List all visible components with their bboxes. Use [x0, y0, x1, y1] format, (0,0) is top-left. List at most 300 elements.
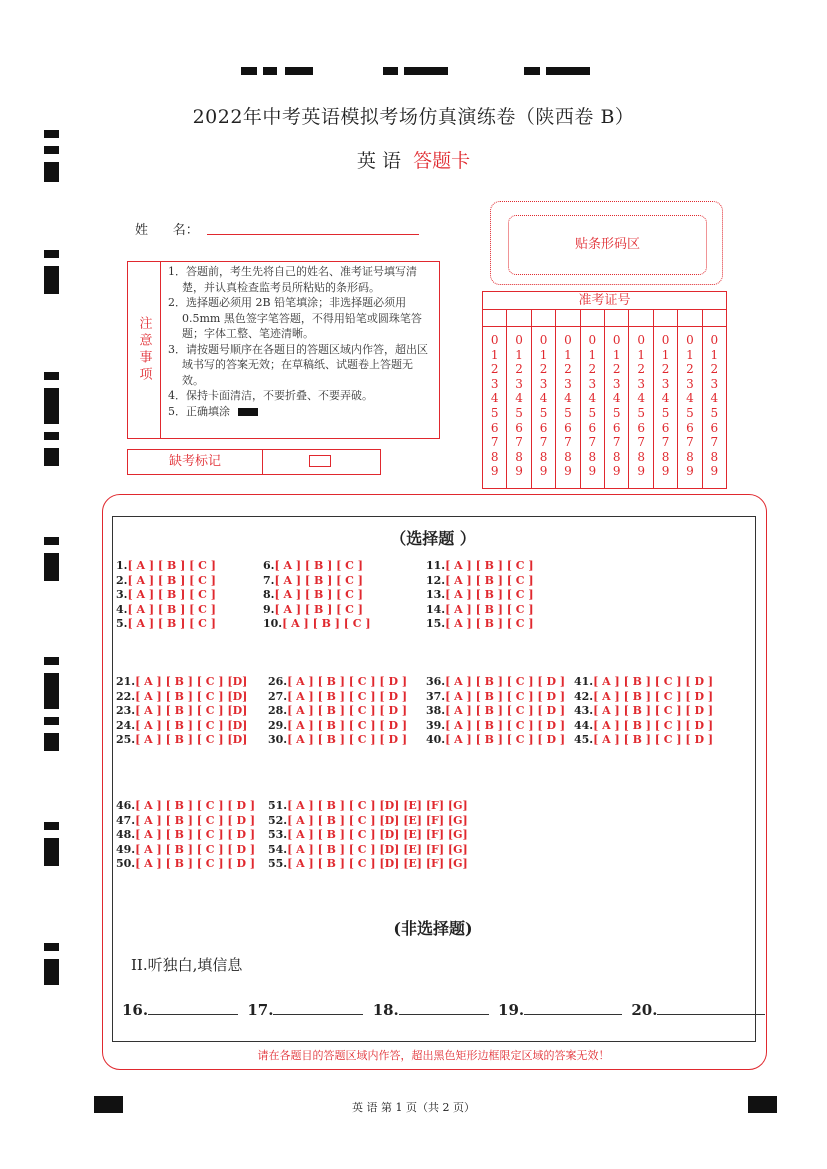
exam-number-digit-option[interactable]: 7	[588, 435, 597, 450]
question-number: 2.	[116, 573, 128, 587]
exam-number-digit-column	[629, 327, 653, 488]
question-number: 39.	[426, 718, 446, 732]
exam-number-digit-option[interactable]: 3	[490, 376, 499, 391]
choice-question	[574, 690, 713, 705]
answer-options[interactable]: [ A ] [ B ] [ C ] [D]	[135, 675, 248, 688]
exam-number-digit-option[interactable]: 4	[564, 391, 572, 406]
answer-options[interactable]: [ A ] [ B ] [ C ] [ D ]	[135, 813, 256, 827]
exam-number-digit-option[interactable]: 2	[637, 362, 645, 377]
question-number: 25.	[116, 733, 136, 746]
answer-options[interactable]: [ A ] [ B ] [ C ]	[274, 559, 363, 572]
blank-number: 20.	[631, 1001, 658, 1019]
exam-number-digit-option[interactable]: 5	[564, 405, 572, 420]
answer-options[interactable]: [ A ] [ B ] [ C ] [ D ]	[593, 675, 714, 688]
exam-number-digit-option[interactable]: 9	[564, 464, 572, 479]
exam-number-digit-option[interactable]: 6	[612, 420, 621, 435]
exam-number-digit-option[interactable]: 7	[686, 435, 694, 450]
answer-options[interactable]: [ A ] [ B ] [ C ] [D] [E] [F] [G]	[287, 842, 468, 856]
question-number: 3.	[116, 588, 128, 601]
choice-question	[116, 843, 255, 858]
choice-question	[426, 719, 565, 734]
answer-options[interactable]: [ A ] [ B ] [ C ] [D] [E] [F] [G]	[287, 799, 468, 812]
exam-number-digit-column	[678, 327, 702, 488]
exam-number-digit-option[interactable]: 9	[710, 464, 719, 479]
subject-label: 英 语	[356, 150, 401, 172]
exam-number-digit-option[interactable]: 8	[564, 449, 572, 464]
question-number: 36.	[426, 675, 446, 688]
exam-number-digit-option[interactable]: 7	[564, 435, 572, 450]
exam-number-digit-option[interactable]: 1	[612, 347, 621, 362]
answer-options[interactable]: [ A ] [ B ] [ C ] [D]	[135, 733, 248, 746]
exam-number-digit-option[interactable]: 1	[637, 347, 645, 362]
exam-number-digit-option[interactable]: 8	[661, 449, 670, 464]
answer-options[interactable]: [ A ] [ B ] [ C ]	[274, 602, 363, 616]
exam-number-entry-cell[interactable]	[629, 310, 653, 326]
exam-number-entry-cell[interactable]	[605, 310, 629, 326]
choice-question	[116, 690, 247, 705]
question-number: 11.	[426, 559, 446, 572]
answer-options[interactable]: [ A ] [ B ] [ C ] [ D ]	[593, 733, 714, 746]
question-number: 21.	[116, 675, 136, 688]
exam-number-digit-option[interactable]: 7	[539, 435, 548, 450]
exam-number-digit-option[interactable]: 8	[515, 449, 523, 464]
name-field[interactable]	[207, 234, 419, 235]
question-number: 12.	[426, 573, 446, 587]
exam-number-digit-option[interactable]: 5	[612, 405, 621, 420]
notice-label: 注意事项	[136, 316, 152, 384]
exam-number-digit-option[interactable]: 0	[637, 333, 645, 347]
exam-number-digit-option[interactable]: 5	[539, 405, 548, 420]
exam-number-digit-option[interactable]: 4	[515, 391, 523, 406]
exam-number-digit-option[interactable]: 7	[661, 435, 670, 450]
answer-options[interactable]: [ A ] [ B ] [ C ] [ D ]	[445, 733, 566, 746]
answer-options[interactable]: [ A ] [ B ] [ C ] [D]	[135, 718, 248, 732]
exam-number-entry-cell[interactable]	[678, 310, 702, 326]
answer-options[interactable]: [ A ] [ B ] [ C ] [ D ]	[287, 704, 408, 717]
notice-box	[127, 261, 440, 439]
question-number: 24.	[116, 718, 136, 732]
exam-number-digit-option[interactable]: 2	[661, 362, 670, 377]
exam-number-digit-option[interactable]: 2	[710, 362, 719, 377]
answer-options[interactable]: [ A ] [ B ] [ C ] [D] [E] [F] [G]	[287, 813, 468, 827]
answer-options[interactable]: [ A ] [ B ] [ C ]	[127, 617, 216, 630]
exam-number-digit-option[interactable]: 7	[710, 435, 719, 450]
exam-number-digit-option[interactable]: 4	[612, 391, 621, 406]
question-number: 22.	[116, 689, 136, 703]
answer-options[interactable]: [ A ] [ B ] [ C ] [ D ]	[135, 799, 256, 812]
choice-question	[426, 603, 534, 618]
choice-question	[268, 704, 407, 719]
blank-number: 17.	[247, 1001, 274, 1019]
exam-number-digit-option[interactable]: 6	[539, 420, 548, 435]
exam-number-digit-option[interactable]: 3	[515, 376, 523, 391]
exam-number-grid	[482, 291, 727, 489]
choice-question	[263, 559, 363, 574]
question-number: 1.	[116, 559, 128, 572]
question-number: 40.	[426, 733, 446, 746]
fill-example-mark	[238, 408, 258, 416]
exam-number-digit-option[interactable]: 0	[686, 333, 694, 347]
answer-options[interactable]: [ A ] [ B ] [ C ] [D]	[135, 689, 248, 703]
exam-number-digit-option[interactable]: 3	[710, 376, 719, 391]
timing-mark	[44, 838, 59, 866]
timing-mark	[44, 432, 59, 440]
exam-number-digit-option[interactable]: 7	[515, 435, 523, 450]
answer-options[interactable]: [ A ] [ B ] [ C ]	[127, 588, 216, 601]
exam-number-digit-option[interactable]: 8	[490, 449, 499, 464]
answer-blank[interactable]	[524, 1000, 622, 1015]
exam-number-digit-option[interactable]: 4	[490, 391, 499, 406]
exam-number-digit-option[interactable]: 0	[564, 333, 572, 347]
page-footer: 英 语 第 1 页（共 2 页）	[352, 1101, 475, 1114]
choice-question	[574, 675, 713, 690]
question-number: 51.	[268, 799, 288, 812]
exam-number-digit-option[interactable]: 5	[588, 405, 597, 420]
exam-number-digit-option[interactable]: 1	[588, 347, 597, 362]
question-number: 29.	[268, 718, 288, 732]
blank-number: 16.	[122, 1001, 149, 1019]
choice-question	[116, 588, 216, 603]
exam-number-digit-column	[581, 327, 605, 488]
answer-options[interactable]: [ A ] [ B ] [ C ] [ D ]	[593, 704, 714, 717]
answer-options[interactable]: [ A ] [ B ] [ C ] [ D ]	[287, 733, 408, 746]
exam-number-digit-option[interactable]: 4	[686, 391, 694, 406]
answer-options[interactable]: [ A ] [ B ] [ C ]	[127, 573, 216, 587]
exam-number-digit-option[interactable]: 5	[710, 405, 719, 420]
choice-question	[116, 603, 216, 618]
notice-item: 2．选择题必须用 2B 铅笔填涂；非选择题必须用 0.5mm 黑色签字笔答题，不得用铅笔或圆珠笔答题；字体工整、笔迹清晰。	[168, 296, 422, 340]
timing-mark	[44, 943, 59, 951]
exam-number-digit-option[interactable]: 1	[515, 347, 523, 362]
answer-options[interactable]: [ A ] [ B ] [ C ] [ D ]	[445, 675, 566, 688]
barcode-label: 贴条形码区	[508, 215, 707, 275]
question-number: 37.	[426, 689, 446, 703]
exam-number-entry-cell[interactable]	[483, 310, 507, 326]
exam-number-entry-cell[interactable]	[581, 310, 605, 326]
exam-number-digit-option[interactable]: 9	[661, 464, 670, 479]
question-number: 49.	[116, 842, 136, 856]
choice-question	[426, 574, 534, 589]
exam-number-digit-column	[703, 327, 726, 488]
choice-question	[268, 843, 468, 858]
exam-number-digit-option[interactable]: 2	[539, 362, 548, 377]
timing-mark	[44, 733, 59, 751]
question-number: 15.	[426, 617, 446, 630]
question-number: 13.	[426, 588, 446, 601]
timing-mark	[241, 67, 257, 75]
choice-question	[268, 733, 407, 748]
exam-number-digit-column	[654, 327, 678, 488]
answer-options[interactable]: [ A ] [ B ] [ C ] [ D ]	[287, 718, 408, 732]
answer-options[interactable]: [ A ] [ B ] [ C ] [D]	[135, 704, 248, 717]
exam-number-digit-option[interactable]: 8	[612, 449, 621, 464]
exam-number-entry-cell[interactable]	[507, 310, 531, 326]
exam-number-digit-columns	[483, 327, 726, 488]
exam-number-digit-option[interactable]: 9	[490, 464, 499, 479]
exam-number-digit-option[interactable]: 6	[686, 420, 694, 435]
exam-number-digit-option[interactable]: 7	[612, 435, 621, 450]
timing-mark	[44, 130, 59, 138]
exam-number-digit-option[interactable]: 2	[564, 362, 572, 377]
timing-mark	[44, 250, 59, 258]
exam-number-digit-option[interactable]: 5	[637, 405, 645, 420]
blank-row	[122, 1000, 769, 1019]
timing-mark	[44, 448, 59, 466]
card-label: 答题卡	[413, 150, 471, 172]
exam-number-digit-option[interactable]: 3	[637, 376, 645, 391]
answer-options[interactable]: [ A ] [ B ] [ C ]	[445, 559, 534, 572]
question-number: 43.	[574, 704, 594, 717]
exam-number-entry-cell[interactable]	[703, 310, 726, 326]
exam-number-digit-option[interactable]: 3	[661, 376, 670, 391]
timing-mark	[44, 657, 59, 665]
choice-question	[268, 799, 468, 814]
timing-mark	[44, 717, 59, 725]
exam-number-digit-option[interactable]: 9	[539, 464, 548, 479]
exam-number-digit-column	[532, 327, 556, 488]
name-label: 姓 名：	[135, 223, 199, 238]
timing-mark	[44, 822, 59, 830]
exam-number-digit-column	[556, 327, 580, 488]
exam-number-digit-option[interactable]: 6	[661, 420, 670, 435]
exam-number-digit-option[interactable]: 1	[539, 347, 548, 362]
answer-options[interactable]: [ A ] [ B ] [ C ] [D] [E] [F] [G]	[287, 857, 468, 870]
choice-question	[116, 857, 255, 872]
exam-number-digit-option[interactable]: 2	[515, 362, 523, 377]
exam-number-digit-option[interactable]: 9	[686, 464, 694, 479]
answer-options[interactable]: [ A ] [ B ] [ C ] [ D ]	[445, 689, 566, 703]
exam-number-digit-option[interactable]: 6	[588, 420, 597, 435]
timing-mark	[44, 959, 59, 985]
exam-number-digit-option[interactable]: 2	[490, 362, 499, 377]
timing-mark	[546, 67, 590, 75]
blank-number: 19.	[498, 1001, 525, 1019]
choice-question	[116, 719, 247, 734]
blank-number: 18.	[372, 1001, 399, 1019]
exam-number-digit-option[interactable]: 8	[539, 449, 548, 464]
exam-number-digit-option[interactable]: 5	[515, 405, 523, 420]
answer-blank[interactable]	[399, 1000, 489, 1015]
answer-options[interactable]: [ A ] [ B ] [ C ] [ D ]	[593, 689, 714, 703]
notice-item	[168, 404, 434, 420]
question-number: 42.	[574, 689, 594, 703]
question-number: 28.	[268, 704, 288, 717]
exam-number-digit-option[interactable]: 3	[564, 376, 572, 391]
timing-mark	[44, 553, 59, 581]
answer-options[interactable]: [ A ] [ B ] [ C ] [ D ]	[593, 718, 714, 732]
exam-number-digit-option[interactable]: 7	[490, 435, 499, 450]
notice-item-text: 5．正确填涂	[168, 404, 230, 418]
exam-number-digit-option[interactable]: 3	[539, 376, 548, 391]
timing-mark	[404, 67, 448, 75]
exam-number-digit-option[interactable]: 4	[637, 391, 645, 406]
exam-number-label: 准考证号	[483, 292, 726, 310]
exam-number-digit-option[interactable]: 5	[686, 405, 694, 420]
choice-question	[574, 704, 713, 719]
answer-options[interactable]: [ A ] [ B ] [ C ]	[274, 588, 363, 601]
timing-mark	[524, 67, 540, 75]
notice-item: 3．请按题号顺序在各题目的答题区域内作答，超出区域书写的答案无效；在草稿纸、试题卷上答题无效。	[168, 342, 428, 387]
exam-number-digit-option[interactable]: 8	[588, 449, 597, 464]
choice-question	[268, 828, 468, 843]
exam-number-entry-row	[483, 310, 726, 327]
exam-number-digit-option[interactable]: 9	[588, 464, 597, 479]
answer-options[interactable]: [ A ] [ B ] [ C ] [ D ]	[445, 704, 566, 717]
exam-number-digit-option[interactable]: 1	[686, 347, 694, 362]
choice-question	[116, 814, 255, 829]
exam-number-digit-option[interactable]: 2	[588, 362, 597, 377]
question-number: 53.	[268, 828, 288, 841]
choice-question	[268, 675, 407, 690]
answer-blank[interactable]	[273, 1000, 363, 1015]
exam-number-digit-column	[507, 327, 531, 488]
exam-number-digit-option[interactable]: 2	[686, 362, 694, 377]
answer-options[interactable]: [ A ] [ B ] [ C ]	[445, 602, 534, 616]
choice-question	[426, 617, 534, 632]
question-number: 38.	[426, 704, 446, 717]
exam-number-digit-option[interactable]: 8	[637, 449, 645, 464]
choice-question	[263, 603, 363, 618]
choice-question	[116, 733, 247, 748]
exam-number-digit-option[interactable]: 5	[661, 405, 670, 420]
exam-number-digit-option[interactable]: 9	[515, 464, 523, 479]
question-number: 5.	[116, 617, 128, 630]
exam-number-digit-column	[605, 327, 629, 488]
choice-question	[116, 675, 247, 690]
question-number: 46.	[116, 799, 136, 812]
choice-question	[116, 559, 216, 574]
choice-section-title: （选择题 ）	[390, 529, 476, 548]
exam-number-digit-option[interactable]: 8	[710, 449, 719, 464]
barcode-area	[490, 201, 723, 285]
exam-number-digit-option[interactable]: 0	[710, 333, 719, 347]
exam-number-digit-option[interactable]: 6	[564, 420, 572, 435]
choice-question	[426, 733, 565, 748]
exam-number-digit-option[interactable]: 0	[612, 333, 621, 347]
question-number: 14.	[426, 602, 446, 616]
answer-options[interactable]: [ A ] [ B ] [ C ] [ D ]	[135, 828, 256, 841]
exam-number-digit-option[interactable]: 1	[661, 347, 670, 362]
answer-options[interactable]: [ A ] [ B ] [ C ] [ D ]	[287, 675, 408, 688]
choice-question	[263, 617, 371, 632]
choice-question	[268, 719, 407, 734]
notice-item: 4．保持卡面清洁，不要折叠、不要弄破。	[168, 389, 373, 402]
answer-options[interactable]: [ A ] [ B ] [ C ] [ D ]	[135, 857, 256, 870]
question-number: 47.	[116, 813, 136, 827]
exam-number-digit-option[interactable]: 7	[637, 435, 645, 450]
exam-number-digit-option[interactable]: 9	[612, 464, 621, 479]
exam-number-digit-option[interactable]: 8	[686, 449, 694, 464]
exam-number-digit-option[interactable]: 6	[515, 420, 523, 435]
exam-number-digit-option[interactable]: 4	[539, 391, 548, 406]
exam-number-entry-cell[interactable]	[532, 310, 556, 326]
question-number: 48.	[116, 828, 136, 841]
question-number: 10.	[263, 617, 283, 630]
timing-mark	[44, 372, 59, 380]
exam-number-digit-option[interactable]: 0	[661, 333, 670, 347]
exam-number-entry-cell[interactable]	[556, 310, 580, 326]
exam-number-digit-option[interactable]: 5	[490, 405, 499, 420]
exam-number-digit-option[interactable]: 0	[539, 333, 548, 347]
answer-options[interactable]: [ A ] [ B ] [ C ] [ D ]	[135, 842, 256, 856]
choice-question	[426, 559, 534, 574]
answer-blank[interactable]	[657, 1000, 765, 1015]
exam-number-digit-option[interactable]: 4	[661, 391, 670, 406]
warning-text: 请在各题目的答题区域内作答，超出黑色矩形边框限定区域的答案无效！	[257, 1049, 610, 1062]
choice-question	[574, 719, 713, 734]
question-number: 52.	[268, 813, 288, 827]
question-number: 23.	[116, 704, 136, 717]
exam-number-digit-option[interactable]: 4	[710, 391, 719, 406]
exam-number-digit-option[interactable]: 1	[710, 347, 719, 362]
nonchoice-section-title: (非选择题)	[393, 919, 473, 938]
question-number: 7.	[263, 573, 275, 587]
answer-options[interactable]: [ A ] [ B ] [ C ] [D] [E] [F] [G]	[287, 828, 468, 841]
question-number: 41.	[574, 675, 594, 688]
question-number: 30.	[268, 733, 288, 746]
exam-number-digit-option[interactable]: 2	[612, 362, 621, 377]
exam-number-digit-option[interactable]: 6	[637, 420, 645, 435]
page-title: 2022年中考英语模拟考场仿真演练卷（陕西卷 B）	[192, 106, 635, 128]
answer-options[interactable]: [ A ] [ B ] [ C ] [ D ]	[445, 718, 566, 732]
choice-question	[116, 617, 216, 632]
exam-number-entry-cell[interactable]	[654, 310, 678, 326]
choice-question	[268, 814, 468, 829]
choice-question	[574, 733, 713, 748]
exam-number-digit-option[interactable]: 9	[637, 464, 645, 479]
answer-options[interactable]: [ A ] [ B ] [ C ] [ D ]	[287, 689, 408, 703]
exam-number-digit-column	[483, 327, 507, 488]
exam-number-digit-option[interactable]: 6	[710, 420, 719, 435]
notice-list	[168, 264, 434, 419]
exam-number-digit-option[interactable]: 3	[612, 376, 621, 391]
absent-checkbox[interactable]	[309, 455, 331, 467]
question-number: 50.	[116, 857, 136, 870]
choice-question	[116, 704, 247, 719]
question-number: 54.	[268, 842, 288, 856]
exam-number-digit-option[interactable]: 0	[515, 333, 523, 347]
choice-question	[426, 675, 565, 690]
answer-options[interactable]: [ A ] [ B ] [ C ]	[127, 559, 216, 572]
timing-mark	[44, 673, 59, 709]
exam-number-digit-option[interactable]: 0	[490, 333, 499, 347]
answer-blank[interactable]	[148, 1000, 238, 1015]
choice-question	[268, 857, 468, 872]
answer-options[interactable]: [ A ] [ B ] [ C ]	[127, 602, 216, 616]
answer-options[interactable]: [ A ] [ B ] [ C ]	[274, 573, 363, 587]
exam-number-digit-option[interactable]: 1	[564, 347, 572, 362]
exam-number-digit-option[interactable]: 3	[686, 376, 694, 391]
choice-question	[426, 588, 534, 603]
exam-number-digit-option[interactable]: 6	[490, 420, 499, 435]
choice-question	[116, 799, 255, 814]
exam-number-digit-option[interactable]: 3	[588, 376, 597, 391]
choice-question	[426, 690, 565, 705]
exam-number-digit-option[interactable]: 0	[588, 333, 597, 347]
question-number: 6.	[263, 559, 275, 572]
exam-number-digit-option[interactable]: 1	[490, 347, 499, 362]
exam-number-digit-option[interactable]: 4	[588, 391, 597, 406]
page-subtitle	[0, 146, 827, 173]
choice-question	[263, 588, 363, 603]
answer-options[interactable]: [ A ] [ B ] [ C ]	[445, 588, 534, 601]
question-number: 44.	[574, 718, 594, 732]
answer-options[interactable]: [ A ] [ B ] [ C ]	[445, 573, 534, 587]
answer-options[interactable]: [ A ] [ B ] [ C ]	[445, 617, 534, 630]
absent-mark-row	[127, 449, 381, 475]
question-number: 26.	[268, 675, 288, 688]
answer-options[interactable]: [ A ] [ B ] [ C ]	[282, 617, 371, 630]
